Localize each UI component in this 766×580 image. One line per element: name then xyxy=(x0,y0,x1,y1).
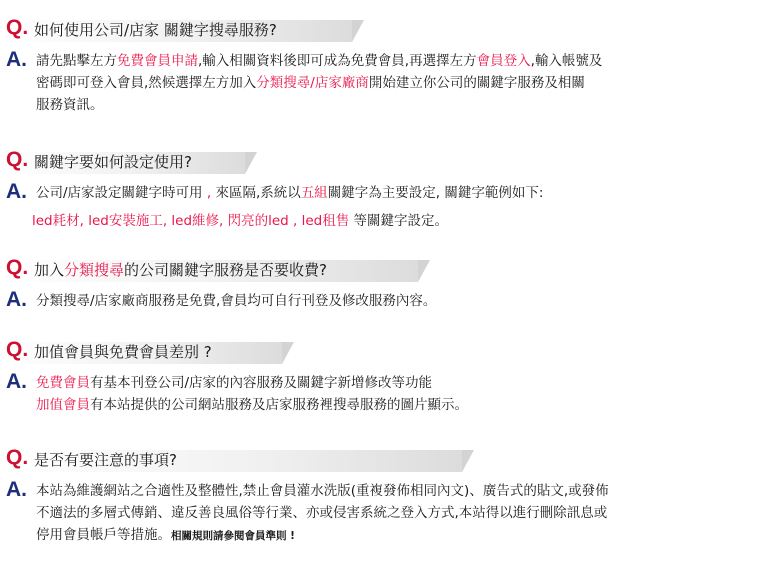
answer-line: 服務資訊。 xyxy=(36,97,104,113)
faq-answer-row xyxy=(0,480,766,547)
answer-mark-label: A. xyxy=(6,478,27,501)
faq-item xyxy=(0,338,766,416)
free-member-label: 免費會員 xyxy=(36,375,90,391)
faq-item xyxy=(0,446,766,547)
answer-text xyxy=(36,372,760,416)
free-member-signup-link[interactable]: 免費會員申請 xyxy=(117,53,198,69)
answer-line: 停用會員帳戶等措施。相關規則請參閱會員準則 ! xyxy=(36,527,295,543)
member-login-link[interactable]: 會員登入 xyxy=(476,53,531,69)
question-text: 如何使用公司/店家 關鍵字搜尋服務? xyxy=(34,21,277,39)
question-bar-end xyxy=(418,260,430,282)
answer-line: 免費會員有基本刊登公司/店家的內容服務及關鍵字新增修改等功能 xyxy=(36,375,433,391)
member-rules-note: 相關規則請參閱會員準則 ! xyxy=(171,530,295,542)
question-text: 是否有要注意的事項? xyxy=(34,451,177,469)
faq-item xyxy=(0,16,766,116)
faq-question-row xyxy=(0,256,766,282)
answer-line: 密碼即可登入會員,然候選擇左方加入分類搜尋/店家廠商開始建立你公司的關鍵字服務及相關 xyxy=(36,75,585,91)
answer-line: 不適法的多層式傳銷、違反善良風俗等行業、亦或侵害系統之登入方式,本站得以進行刪除訊息或 xyxy=(36,505,608,521)
answer-text xyxy=(36,480,760,547)
question-mark-label: Q. xyxy=(6,16,29,39)
answer-text xyxy=(36,50,760,116)
faq-question-row xyxy=(0,148,766,174)
question-bar-end xyxy=(352,20,364,42)
faq-question-row xyxy=(0,446,766,472)
faq-item xyxy=(0,256,766,312)
answer-line: 請先點擊左方免費會員申請,輸入相關資料後即可成為免費會員,再選擇左方會員登入,輸入帳號及 xyxy=(36,53,603,69)
faq-answer-row xyxy=(0,372,766,416)
question-bar-end xyxy=(282,342,294,364)
faq-answer-row xyxy=(0,182,766,232)
category-search-link[interactable]: 分類搜尋/店家廠商 xyxy=(256,75,369,91)
answer-line: led耗材, led安裝施工, led維修, 閃亮的led , led租售 等關鍵字設定。 xyxy=(32,213,449,229)
answer-text xyxy=(36,290,760,312)
question-mark-label: Q. xyxy=(6,148,29,171)
faq-item xyxy=(0,148,766,232)
question-text: 加值會員與免費會員差別 ? xyxy=(34,343,212,361)
faq-question-row xyxy=(0,16,766,42)
answer-mark-label: A. xyxy=(6,370,27,393)
answer-line: 分類搜尋/店家廠商服務是免費,會員均可自行刊登及修改服務內容。 xyxy=(36,293,437,309)
answer-mark-label: A. xyxy=(6,180,27,203)
answer-line: 公司/店家設定關鍵字時可用 , 來區隔,系統以五組關鍵字為主要設定, 關鍵字範例如下: xyxy=(36,185,544,201)
faq-question-row xyxy=(0,338,766,364)
answer-mark-label: A. xyxy=(6,288,27,311)
question-text: 關鍵字要如何設定使用? xyxy=(34,153,192,171)
question-mark-label: Q. xyxy=(6,256,29,279)
question-bar-end xyxy=(462,450,474,472)
question-text: 加入分類搜尋的公司關鍵字服務是否要收費? xyxy=(34,261,327,279)
answer-text xyxy=(32,182,760,232)
question-mark-label: Q. xyxy=(6,446,29,469)
keyword-examples: led耗材, led安裝施工, led維修, 閃亮的led , led租售 xyxy=(32,213,350,229)
answer-line: 本站為維護網站之合適性及整體性,禁止會員灌水洗版(重複發佈相同內文)、廣告式的貼文,或發佈 xyxy=(36,483,609,499)
answer-mark-label: A. xyxy=(6,48,27,71)
question-bar-end xyxy=(245,152,257,174)
question-mark-label: Q. xyxy=(6,338,29,361)
answer-line: 加值會員有本站提供的公司網站服務及店家服務裡搜尋服務的圖片顯示。 xyxy=(36,397,468,413)
faq-answer-row xyxy=(0,50,766,116)
premium-member-label: 加值會員 xyxy=(36,397,90,413)
faq-answer-row xyxy=(0,290,766,312)
